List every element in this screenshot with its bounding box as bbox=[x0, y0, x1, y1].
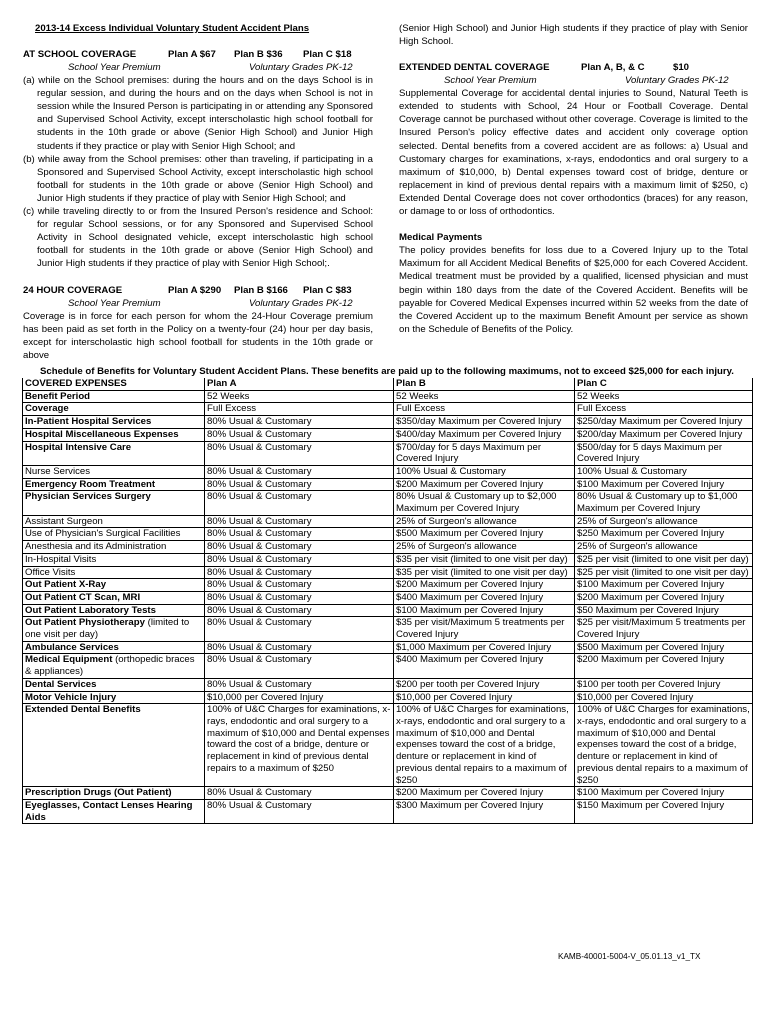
plan-a-cell: 80% Usual & Customary bbox=[205, 604, 394, 617]
expense-name-cell bbox=[23, 654, 205, 678]
plan-c-cell: 100% Usual & Customary bbox=[575, 465, 753, 478]
expense-name-cell bbox=[23, 641, 205, 654]
plan-c-cell: $25 per visit (limited to one visit per day) bbox=[575, 566, 753, 579]
expense-name: Dental Services bbox=[25, 678, 97, 690]
plan-b-cell: $500 Maximum per Covered Injury bbox=[394, 528, 575, 541]
plan-a-cell: $10,000 per Covered Injury bbox=[205, 691, 394, 704]
plan-a-cell: 80% Usual & Customary bbox=[205, 787, 394, 800]
plan-b-cell: $10,000 per Covered Injury bbox=[394, 691, 575, 704]
hour24-premium-label: School Year Premium bbox=[68, 297, 161, 309]
plan-a-cell: 80% Usual & Customary bbox=[205, 465, 394, 478]
plan-c-cell: $100 Maximum per Covered Injury bbox=[575, 787, 753, 800]
expense-name: Office Visits bbox=[25, 566, 76, 578]
plan-a-cell: Plan A bbox=[205, 378, 394, 390]
school-coverage-item-c: (c) while traveling directly to or from the Insured Person's residence and School: for regular School sessions, or for any Sponsored and Supervised School Activity in School designated vehicle, except interscholastic high school football for students in the 10th grade or above (Senior High School) and Junior High students if they practice of play with Senior High School;. bbox=[23, 206, 373, 270]
expense-name: Out Patient Laboratory Tests bbox=[25, 604, 156, 616]
expense-name: Prescription Drugs (Out Patient) bbox=[25, 787, 172, 799]
expense-name: Benefit Period bbox=[25, 390, 91, 402]
plan-b-cell: 100% Usual & Customary bbox=[394, 465, 575, 478]
table-row bbox=[23, 403, 753, 416]
table-row bbox=[23, 799, 753, 823]
table-row bbox=[23, 541, 753, 554]
dental-premium-label: School Year Premium bbox=[444, 75, 537, 87]
plan-b-cell: $200 Maximum per Covered Injury bbox=[394, 787, 575, 800]
table-row bbox=[23, 491, 753, 515]
expense-name: COVERED EXPENSES bbox=[25, 378, 127, 389]
school-plan-b-price: Plan B $36 bbox=[234, 49, 283, 61]
table-row bbox=[23, 604, 753, 617]
expense-name: Ambulance Services bbox=[25, 641, 119, 653]
plan-a-cell: 80% Usual & Customary bbox=[205, 617, 394, 641]
expense-name: In-Patient Hospital Services bbox=[25, 416, 152, 428]
school-coverage-heading: AT SCHOOL COVERAGE bbox=[23, 49, 137, 61]
school-coverage-item-a: (a) while on the School premises: during the hours and on the days School is in regular session, and during the hours and on the days when School is not in session while the Insured Person is participating in or attending any Sponsored and Supervised School Activity, except interscholastic high school football for students in the 10th grade or above (Senior High School) and Junior High students if they practice or play with Senior High School; and bbox=[23, 75, 373, 152]
expense-name-cell bbox=[23, 528, 205, 541]
expense-name-cell bbox=[23, 591, 205, 604]
medical-payments-text: The policy provides benefits for loss due to a Covered Injury up to the Total Maximum for all Accident Medical Benefits of $25,000 for each Covered Accident. Medical treatment must be provided by a qualified, licensed physician and must begin within 180 days from the date of the Covered Accident. Benefits will be payable for Covered Medical Expenses incurred within 52 weeks from the date of the Covered Accident up to the maximum Benefit Amount per service as shown on the Schedule of Benefits of the Policy. bbox=[399, 245, 748, 335]
plan-a-cell: 80% Usual & Customary bbox=[205, 579, 394, 592]
plan-a-cell: 80% Usual & Customary bbox=[205, 566, 394, 579]
plan-c-cell: $150 Maximum per Covered Injury bbox=[575, 799, 753, 823]
hour24-coverage-subheading-row bbox=[23, 297, 373, 310]
plan-a-cell: 80% Usual & Customary bbox=[205, 654, 394, 678]
plan-a-cell: 52 Weeks bbox=[205, 390, 394, 403]
table-row bbox=[23, 787, 753, 800]
plan-b-cell: $400 Maximum per Covered Injury bbox=[394, 591, 575, 604]
table-row bbox=[23, 390, 753, 403]
plan-c-cell: 100% of U&C Charges for examinations, x-rays, endodontic and oral surgery to a maximum of $10,000 and Dental expenses toward the cost of a bridge, denture or replacement in kind of previous dental repairs to a maximum of $250 bbox=[575, 704, 753, 787]
table-row bbox=[23, 428, 753, 441]
dental-coverage-text: Supplemental Coverage for accidental dental injuries to Sound, Natural Teeth is extended to students with School, 24 Hour or Football Coverage. Dental Coverage cannot be purchased without other coverage. Coverage is limited to the Insured Person's policy effective dates and accident only coverage option selected. Dental benefits from a covered accident are as follows: a) Usual and Customary charges for examinations, x-rays, endodontics and oral surgery to a maximum of $10,000, b) Dental expenses toward cost of bridge, denture or replacement in kind of previous dental repairs with a maximum limit of $250, c) Extended Dental Coverage does not cover orthodontics (braces) for any reason, or damage to or loss of orthodontics. bbox=[399, 88, 748, 218]
expense-name-cell bbox=[23, 604, 205, 617]
expense-name-cell bbox=[23, 403, 205, 416]
plan-b-cell: 80% Usual & Customary up to $2,000 Maximum per Covered Injury bbox=[394, 491, 575, 515]
plan-c-cell: $25 per visit (limited to one visit per day) bbox=[575, 553, 753, 566]
plan-b-cell: $200 Maximum per Covered Injury bbox=[394, 579, 575, 592]
school-plan-a-price: Plan A $67 bbox=[168, 49, 216, 61]
table-row bbox=[23, 553, 753, 566]
plan-b-cell: $35 per visit (limited to one visit per day) bbox=[394, 566, 575, 579]
plan-b-cell: $200 per tooth per Covered Injury bbox=[394, 678, 575, 691]
expense-name: Nurse Services bbox=[25, 465, 91, 477]
plan-b-cell: $400/day Maximum per Covered Injury bbox=[394, 428, 575, 441]
expense-name-note: (orthopedic braces & appliances) bbox=[25, 654, 195, 678]
school-coverage-heading-row bbox=[23, 48, 373, 61]
plan-b-cell: $350/day Maximum per Covered Injury bbox=[394, 416, 575, 429]
expense-name: Assistant Surgeon bbox=[25, 515, 103, 527]
plan-a-cell: 80% Usual & Customary bbox=[205, 441, 394, 465]
plan-a-cell: 80% Usual & Customary bbox=[205, 641, 394, 654]
expense-name: Physician Services Surgery bbox=[25, 491, 151, 503]
table-header-row bbox=[23, 378, 753, 390]
plan-c-cell: $250/day Maximum per Covered Injury bbox=[575, 416, 753, 429]
table-row bbox=[23, 465, 753, 478]
plan-c-cell: $200 Maximum per Covered Injury bbox=[575, 654, 753, 678]
table-row bbox=[23, 441, 753, 465]
expense-name-cell bbox=[23, 704, 205, 787]
expense-name: Out Patient X-Ray bbox=[25, 579, 107, 591]
table-row bbox=[23, 591, 753, 604]
document-title: 2013-14 Excess Individual Voluntary Student Accident Plans bbox=[35, 23, 310, 34]
expense-name-note: (limited to one visit per day) bbox=[25, 617, 190, 641]
plan-c-cell: 25% of Surgeon's allowance bbox=[575, 541, 753, 554]
plan-c-cell: 25% of Surgeon's allowance bbox=[575, 515, 753, 528]
plan-a-cell: 80% Usual & Customary bbox=[205, 528, 394, 541]
expense-name-cell bbox=[23, 515, 205, 528]
plan-b-cell: $35 per visit/Maximum 5 treatments per Covered Injury bbox=[394, 617, 575, 641]
expense-name-cell bbox=[23, 566, 205, 579]
table-row bbox=[23, 478, 753, 491]
plan-a-cell: 80% Usual & Customary bbox=[205, 553, 394, 566]
hour24-plan-a-price: Plan A $290 bbox=[168, 284, 222, 296]
expense-name: Medical Equipment bbox=[25, 654, 113, 666]
hour24-plan-b-price: Plan B $166 bbox=[234, 284, 288, 296]
plan-c-cell: $250 Maximum per Covered Injury bbox=[575, 528, 753, 541]
table-row bbox=[23, 678, 753, 691]
plan-c-cell: $500/day for 5 days Maximum per Covered Injury bbox=[575, 441, 753, 465]
plan-a-cell: 80% Usual & Customary bbox=[205, 541, 394, 554]
plan-c-cell: Full Excess bbox=[575, 403, 753, 416]
plan-c-cell: $200/day Maximum per Covered Injury bbox=[575, 428, 753, 441]
hour24-coverage-heading: 24 HOUR COVERAGE bbox=[23, 284, 123, 296]
expense-name: Emergency Room Treatment bbox=[25, 478, 156, 490]
plan-b-cell: $700/day for 5 days Maximum per Covered Injury bbox=[394, 441, 575, 465]
plan-a-cell: Full Excess bbox=[205, 403, 394, 416]
expense-name-cell bbox=[23, 378, 205, 390]
table-row bbox=[23, 617, 753, 641]
expense-name-cell bbox=[23, 428, 205, 441]
table-row bbox=[23, 416, 753, 429]
plan-b-cell: Full Excess bbox=[394, 403, 575, 416]
expense-name-cell bbox=[23, 787, 205, 800]
left-column bbox=[23, 22, 373, 362]
plan-b-cell: $1,000 Maximum per Covered Injury bbox=[394, 641, 575, 654]
expense-name: Hospital Intensive Care bbox=[25, 441, 132, 453]
plan-b-cell: $300 Maximum per Covered Injury bbox=[394, 799, 575, 823]
plan-a-cell: 80% Usual & Customary bbox=[205, 799, 394, 823]
expense-name: Anesthesia and its Administration bbox=[25, 541, 167, 553]
table-row bbox=[23, 528, 753, 541]
expense-name-cell bbox=[23, 617, 205, 641]
schedule-of-benefits-table bbox=[22, 378, 753, 824]
expense-name-cell bbox=[23, 390, 205, 403]
plan-c-cell: $100 Maximum per Covered Injury bbox=[575, 579, 753, 592]
medical-payments-heading: Medical Payments bbox=[399, 232, 483, 244]
expense-name: Extended Dental Benefits bbox=[25, 704, 141, 716]
expense-name-cell bbox=[23, 799, 205, 823]
school-plan-c-price: Plan C $18 bbox=[303, 49, 352, 61]
plan-a-cell: 80% Usual & Customary bbox=[205, 428, 394, 441]
expense-name: In-Hospital Visits bbox=[25, 553, 97, 565]
plan-b-cell: Plan B bbox=[394, 378, 575, 390]
table-row bbox=[23, 566, 753, 579]
plan-c-cell: Plan C bbox=[575, 378, 753, 390]
school-grades-label: Voluntary Grades PK-12 bbox=[249, 62, 353, 74]
table-row bbox=[23, 579, 753, 592]
expense-name: Hospital Miscellaneous Expenses bbox=[25, 428, 179, 440]
plan-c-cell: $50 Maximum per Covered Injury bbox=[575, 604, 753, 617]
school-coverage-item-b: (b) while away from the School premises: other than traveling, if participating in a Sponsored and Supervised School Activity, except interscholastic high school football for students in the 10th grade or above (Senior High School) and Junior High students if they practice of play with Senior High School; and bbox=[23, 153, 373, 204]
expense-name-cell bbox=[23, 579, 205, 592]
expense-name-cell bbox=[23, 416, 205, 429]
expense-name: Motor Vehicle Injury bbox=[25, 691, 117, 703]
plan-a-cell: 80% Usual & Customary bbox=[205, 478, 394, 491]
dental-coverage-heading: EXTENDED DENTAL COVERAGE bbox=[399, 62, 550, 74]
plan-a-cell: 80% Usual & Customary bbox=[205, 515, 394, 528]
table-row bbox=[23, 704, 753, 787]
table-row bbox=[23, 654, 753, 678]
plan-a-cell: 80% Usual & Customary bbox=[205, 416, 394, 429]
plan-b-cell: $400 Maximum per Covered Injury bbox=[394, 654, 575, 678]
plan-c-cell: $100 per tooth per Covered Injury bbox=[575, 678, 753, 691]
plan-c-cell: $100 Maximum per Covered Injury bbox=[575, 478, 753, 491]
schedule-title: Schedule of Benefits for Voluntary Student Accident Plans. These benefits are paid up to the following maximums, not to exceed $25,000 for each injury. bbox=[40, 366, 734, 377]
dental-coverage-subheading-row bbox=[399, 74, 748, 87]
right-column bbox=[399, 22, 748, 336]
hour24-plan-c-price: Plan C $83 bbox=[303, 284, 352, 296]
hour24-grades-label: Voluntary Grades PK-12 bbox=[249, 297, 353, 309]
expense-name-cell bbox=[23, 478, 205, 491]
dental-grades-label: Voluntary Grades PK-12 bbox=[625, 75, 729, 87]
table-row bbox=[23, 515, 753, 528]
expense-name: Out Patient CT Scan, MRI bbox=[25, 591, 141, 603]
continued-text: (Senior High School) and Junior High students if they practice of play with Senior High School. bbox=[399, 23, 748, 48]
expense-name: Use of Physician's Surgical Facilities bbox=[25, 528, 181, 540]
expense-name: Eyeglasses, Contact Lenses Hearing Aids bbox=[25, 799, 193, 823]
plan-a-cell: 80% Usual & Customary bbox=[205, 591, 394, 604]
expense-name-cell bbox=[23, 541, 205, 554]
school-premium-label: School Year Premium bbox=[68, 62, 161, 74]
plan-b-cell: 100% of U&C Charges for examinations, x-rays, endodontic and oral surgery to a maximum of $10,000 and Dental expenses toward the cost of a bridge, denture or replacement in kind of previous dental repairs to a maximum of $250 bbox=[394, 704, 575, 787]
expense-name-cell bbox=[23, 441, 205, 465]
expense-name-cell bbox=[23, 691, 205, 704]
plan-a-cell: 80% Usual & Customary bbox=[205, 678, 394, 691]
table-row bbox=[23, 691, 753, 704]
expense-name-cell bbox=[23, 491, 205, 515]
expense-name-cell bbox=[23, 678, 205, 691]
plan-a-cell: 80% Usual & Customary bbox=[205, 491, 394, 515]
school-coverage-subheading-row bbox=[23, 61, 373, 74]
plan-c-cell: $500 Maximum per Covered Injury bbox=[575, 641, 753, 654]
dental-plans-label: Plan A, B, & C bbox=[581, 62, 645, 74]
expense-name-cell bbox=[23, 465, 205, 478]
plan-b-cell: $200 Maximum per Covered Injury bbox=[394, 478, 575, 491]
expense-name-cell bbox=[23, 553, 205, 566]
plan-b-cell: 25% of Surgeon's allowance bbox=[394, 515, 575, 528]
dental-price: $10 bbox=[673, 62, 690, 74]
plan-c-cell: $25 per visit/Maximum 5 treatments per Covered Injury bbox=[575, 617, 753, 641]
plan-b-cell: $100 Maximum per Covered Injury bbox=[394, 604, 575, 617]
plan-b-cell: $35 per visit (limited to one visit per day) bbox=[394, 553, 575, 566]
table-row bbox=[23, 641, 753, 654]
hour24-coverage-text: Coverage is in force for each person for whom the 24-Hour Coverage premium has been paid as set forth in the Policy on a twenty-four (24) hour per day basis, except for interscholastic high school football for students in the 10th grade or above bbox=[23, 310, 373, 361]
plan-c-cell: $10,000 per Covered Injury bbox=[575, 691, 753, 704]
hour24-coverage-heading-row bbox=[23, 284, 373, 297]
plan-b-cell: 52 Weeks bbox=[394, 390, 575, 403]
plan-a-cell: 100% of U&C Charges for examinations, x-rays, endodontic and oral surgery to a maximum of $10,000 and Dental expenses toward the cost of a bridge, denture or replacement in kind of previous dental repairs to a maximum of $250 bbox=[205, 704, 394, 787]
plan-b-cell: 25% of Surgeon's allowance bbox=[394, 541, 575, 554]
dental-coverage-heading-row bbox=[399, 61, 748, 74]
expense-name: Out Patient Physiotherapy bbox=[25, 617, 145, 629]
plan-c-cell: 52 Weeks bbox=[575, 390, 753, 403]
plan-c-cell: $200 Maximum per Covered Injury bbox=[575, 591, 753, 604]
plan-c-cell: 80% Usual & Customary up to $1,000 Maximum per Covered Injury bbox=[575, 491, 753, 515]
form-number: KAMB-40001-5004-V_05.01.13_v1_TX bbox=[558, 952, 701, 961]
expense-name: Coverage bbox=[25, 403, 69, 415]
